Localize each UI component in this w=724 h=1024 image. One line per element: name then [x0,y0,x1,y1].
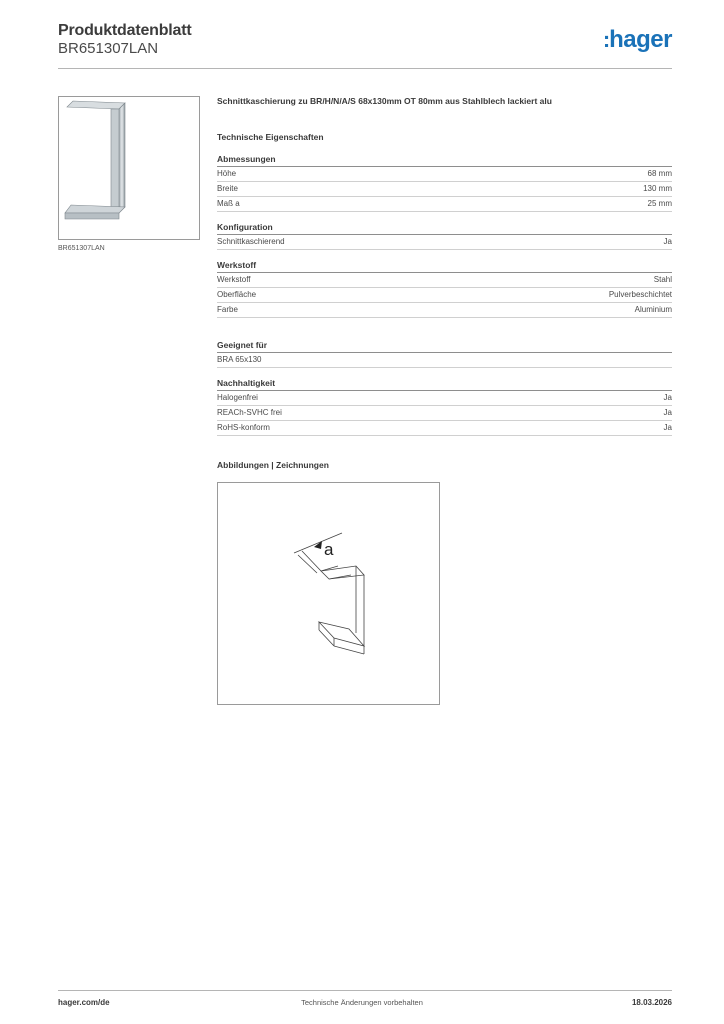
section-geeignet-fuer [217,340,672,368]
spec-label: Werkstoff [217,275,251,284]
spec-row [217,273,672,288]
spec-label: Maß a [217,199,240,208]
header-divider [58,68,672,69]
spec-label: REACh-SVHC frei [217,408,282,417]
spec-label: BRA 65x130 [217,355,262,364]
figures-heading: Abbildungen | Zeichnungen [217,460,329,470]
spec-row [217,197,672,212]
technical-drawing [217,482,440,705]
logo-text: hager [609,26,672,53]
spec-value: Ja [663,237,672,246]
spec-value: Ja [663,423,672,432]
spec-value: Aluminium [634,305,672,314]
spec-label: Farbe [217,305,238,314]
spec-label: RoHS-konform [217,423,270,432]
product-image [58,96,200,240]
spec-value: Ja [663,393,672,402]
footer-notice: Technische Änderungen vorbehalten [301,998,423,1007]
spec-row [217,182,672,197]
spec-row [217,391,672,406]
spec-row [217,288,672,303]
product-description: Schnittkaschierung zu BR/H/N/A/S 68x130mm OT 80mm aus Stahlblech lackiert alu [217,96,552,106]
section-title: Konfiguration [217,222,672,235]
footer-date: 18.03.2026 [631,998,672,1007]
section-abmessungen [217,154,672,212]
section-konfiguration [217,222,672,250]
spec-row [217,406,672,421]
spec-row [217,421,672,436]
page-title: Produktdatenblatt [58,22,192,39]
content-column [217,96,672,470]
spec-label: Höhe [217,169,237,178]
spec-value: Ja [663,408,672,417]
spec-label: Oberfläche [217,290,257,299]
spec-row [217,353,672,368]
section-title: Geeignet für [217,340,672,353]
spec-label: Halogenfrei [217,393,258,402]
spec-row [217,303,672,318]
footer-divider [58,990,672,991]
spec-value: Stahl [653,275,672,284]
section-werkstoff [217,260,672,318]
spec-value: 68 mm [647,169,672,178]
spec-row [217,235,672,250]
section-nachhaltigkeit [217,378,672,436]
spec-row [217,167,672,182]
spec-label: Breite [217,184,238,193]
section-title: Werkstoff [217,260,672,273]
spec-value: Pulverbeschichtet [608,290,672,299]
section-title: Abmessungen [217,154,672,167]
spec-label: Schnittkaschierend [217,237,285,246]
line-drawing-icon [218,483,439,704]
hager-logo [603,28,672,52]
product-photo-icon [59,97,199,239]
technical-properties-heading: Technische Eigenschaften [217,132,324,142]
spec-value: 25 mm [647,199,672,208]
product-image-caption: BR651307LAN [58,245,105,252]
logo-colon-mark: : [602,27,609,52]
footer-website-link[interactable]: hager.com/de [58,998,110,1007]
spec-value: 130 mm [643,184,672,193]
section-title: Nachhaltigkeit [217,378,672,391]
dimension-label-a: a [324,540,334,559]
product-number: BR651307LAN [58,40,159,57]
